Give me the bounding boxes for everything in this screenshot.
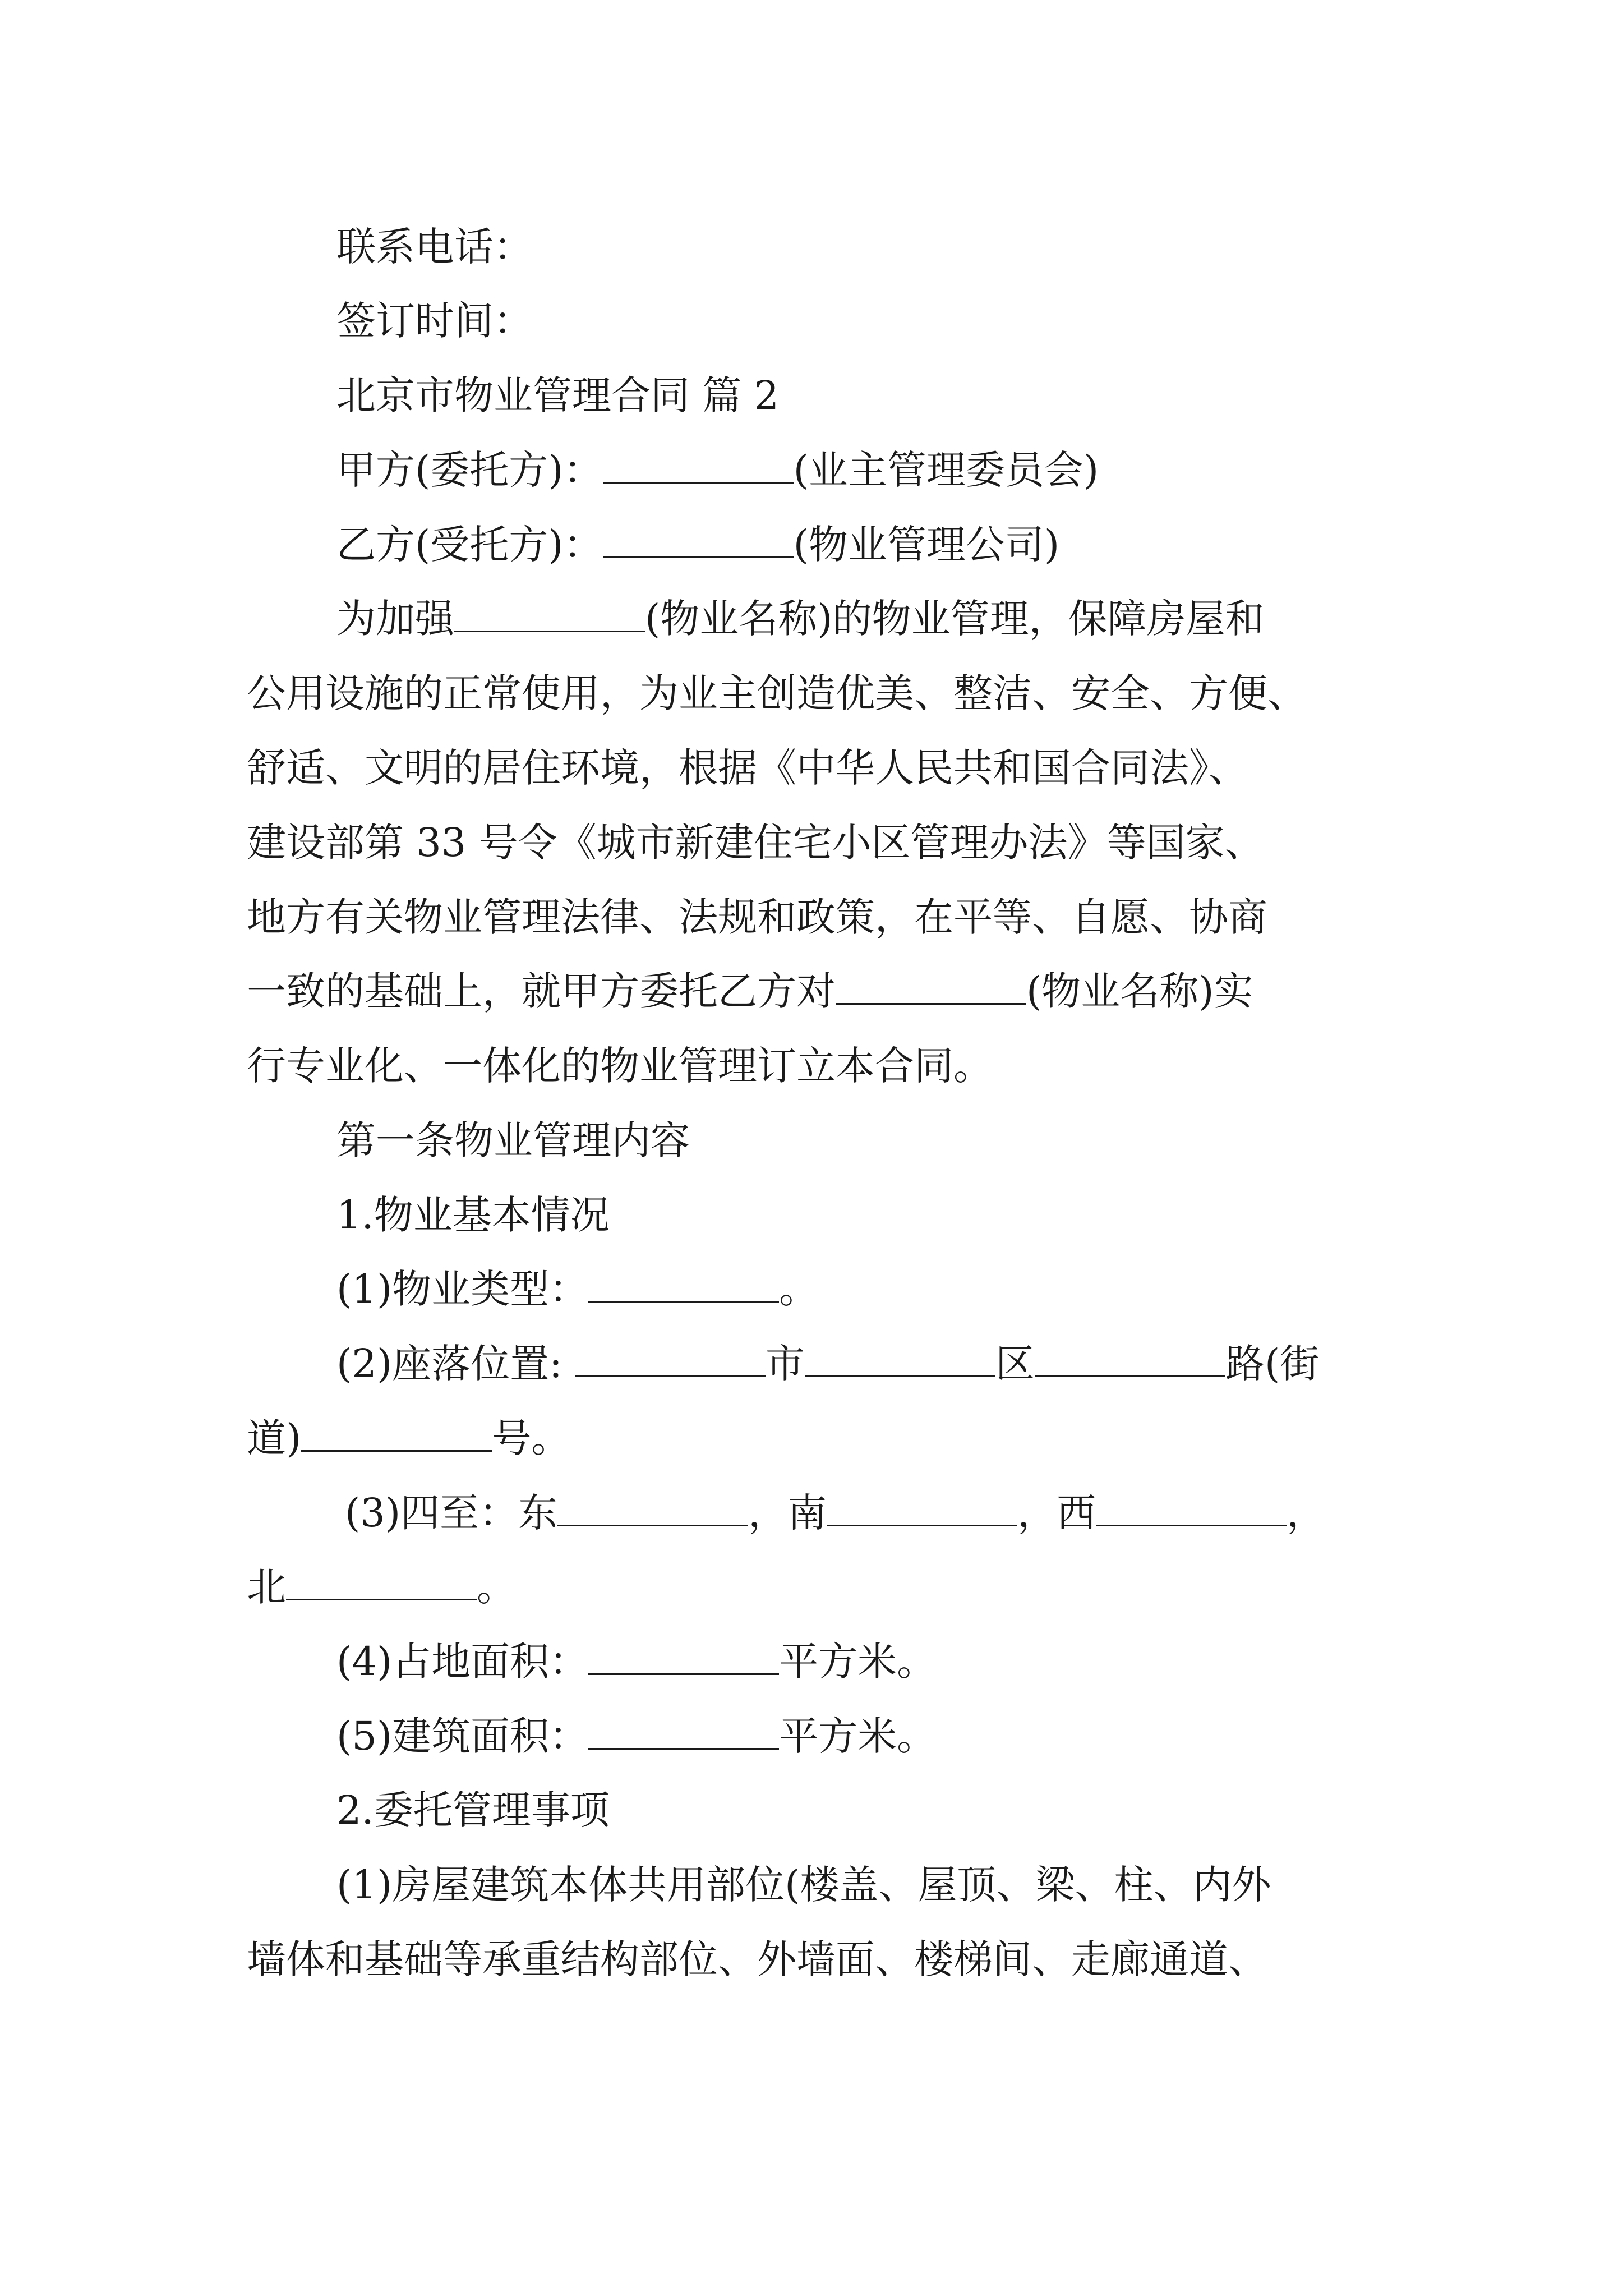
preamble-line-6-pre: 一致的基础上，就甲方委托乙方对 (247, 968, 836, 1014)
party-a-role: (业主管理委员会) (793, 447, 1099, 493)
location-line (336, 1338, 1319, 1389)
building-area-blank (588, 1713, 779, 1750)
location-blank-1 (575, 1341, 766, 1377)
building-area-line (336, 1711, 936, 1761)
building-area-unit: 平方米。 (779, 1713, 937, 1759)
location-blank-3 (1035, 1341, 1225, 1377)
party-a-label: 甲方(委托方)： (336, 447, 603, 493)
property-name-blank (454, 596, 645, 632)
location-district: 区 (995, 1341, 1035, 1387)
bounds-end: 。 (477, 1564, 516, 1610)
preamble-line-6 (247, 966, 1253, 1016)
article-1-title: 第一条物业管理内容 (336, 1117, 690, 1163)
bounds-north: 北 (247, 1564, 286, 1610)
preamble-line-3: 舒适、文明的居住环境，根据《中华人民共和国合同法》、 (247, 745, 1248, 791)
location-line-2 (247, 1413, 570, 1464)
party-a-blank (603, 447, 794, 484)
property-name-blank-2 (836, 968, 1026, 1005)
party-b-role: (物业管理公司) (793, 522, 1060, 568)
property-type-blank (588, 1266, 779, 1303)
sign-time-line: 签订时间： (336, 298, 533, 344)
location-blank-4 (301, 1415, 492, 1452)
location-city: 市 (766, 1341, 805, 1387)
section-title: 北京市物业管理合同 篇 2 (336, 372, 780, 418)
bounds-west: ，西 (1017, 1490, 1096, 1536)
matter-1-line-2: 墙体和基础等承重结构部位、外墙面、楼梯间、走廊通道、 (247, 1936, 1267, 1982)
item-2-title: 2.委托管理事项 (336, 1787, 610, 1833)
preamble-line-4: 建设部第 33 号令《城市新建住宅小区管理办法》等国家、 (247, 820, 1264, 866)
bounds-line-2 (247, 1562, 516, 1612)
bounds-comma: ， (1287, 1490, 1326, 1536)
matter-1-line-1: (1)房屋建筑本体共用部位(楼盖、屋顶、梁、柱、内外 (336, 1862, 1271, 1908)
bounds-south-blank (827, 1490, 1017, 1526)
party-a-line (336, 445, 1099, 495)
location-label: (2)座落位置: (336, 1341, 562, 1387)
location-line-2-post: 号。 (492, 1415, 571, 1461)
property-type-label: (1)物业类型： (336, 1266, 589, 1312)
bounds-south: ，南 (748, 1490, 827, 1536)
location-road: 路(街 (1225, 1341, 1320, 1387)
bounds-line (345, 1488, 1326, 1538)
land-area-line (336, 1636, 936, 1687)
preamble-line-1-post: (物业名称)的物业管理，保障房屋和 (645, 596, 1265, 642)
bounds-label: (3)四至：东 (345, 1490, 558, 1536)
land-area-blank (588, 1639, 779, 1675)
building-area-label: (5)建筑面积： (336, 1713, 589, 1759)
party-b-blank (603, 522, 794, 558)
bounds-east-blank (557, 1490, 748, 1526)
bounds-north-blank (286, 1564, 477, 1600)
land-area-unit: 平方米。 (779, 1639, 937, 1685)
preamble-line-1-pre: 为加强 (336, 596, 454, 642)
land-area-label: (4)占地面积： (336, 1639, 589, 1685)
preamble-line-6-post: (物业名称)实 (1026, 968, 1253, 1014)
preamble-line-1 (336, 593, 1265, 644)
party-b-label: 乙方(受托方)： (336, 522, 603, 568)
property-type-line (336, 1264, 818, 1314)
party-b-line (336, 519, 1059, 570)
item-1-title: 1.物业基本情况 (336, 1192, 610, 1238)
location-blank-2 (805, 1341, 995, 1377)
contact-phone-line: 联系电话： (336, 224, 533, 270)
property-type-end: 。 (779, 1266, 819, 1312)
preamble-line-2: 公用设施的正常使用，为业主创造优美、整洁、安全、方便、 (247, 670, 1307, 716)
bounds-west-blank (1096, 1490, 1287, 1526)
preamble-line-7: 行专业化、一体化的物业管理订立本合同。 (247, 1043, 993, 1089)
location-line-2-pre: 道) (247, 1415, 302, 1461)
preamble-line-5: 地方有关物业管理法律、法规和政策，在平等、自愿、协商 (247, 894, 1267, 940)
